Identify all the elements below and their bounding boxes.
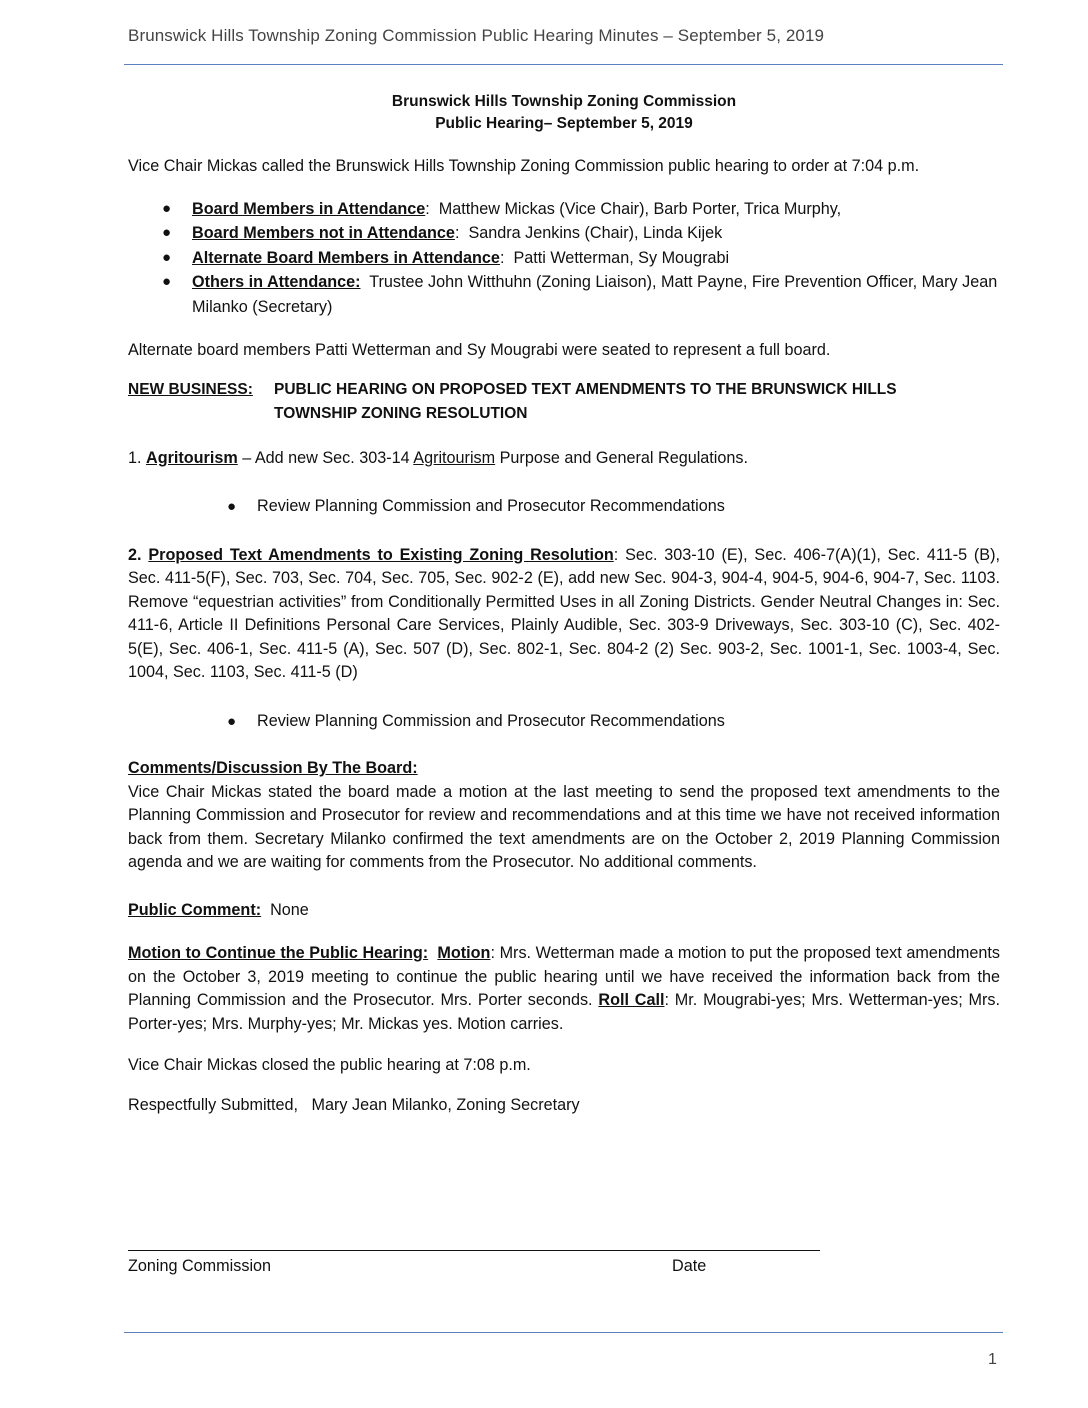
document-title — [128, 91, 1000, 135]
comments-text: Vice Chair Mickas stated the board made a motion at the last meeting to send the proposed text amendments to the Planning Commission and Prosecutor for review and recommendations and at this time we have not received information back from them. Secretary Milanko confirmed the text amendments are on the October 2, 2019 Planning Commission agenda and we are waiting for comments from the Prosecutor. No additional comments. — [128, 782, 1000, 871]
item-2 — [128, 544, 1000, 685]
bullet-icon: ● — [162, 273, 172, 290]
new-business-line-1: PUBLIC HEARING ON PROPOSED TEXT AMENDMENTS TO THE BRUNSWICK HILLS — [274, 380, 897, 398]
bullet-icon: ● — [227, 498, 237, 515]
page-number: 1 — [988, 1351, 997, 1368]
item-1-mid: – Add new Sec. 303-14 — [237, 448, 414, 467]
attendance-label: Board Members not in Attendance — [192, 224, 455, 242]
roll-call-label: Roll Call — [598, 991, 665, 1009]
item-1-rest: Purpose and General Regulations. — [495, 448, 748, 467]
attendance-text: Patti Wetterman, Sy Mougrabi — [513, 248, 730, 267]
motion-heading: Motion to Continue the Public Hearing: — [128, 944, 429, 962]
item-1-bullet — [128, 495, 1000, 519]
attendance-item — [128, 246, 1000, 271]
signature-label-commission: Zoning Commission — [128, 1257, 272, 1275]
attendance-item — [128, 197, 1000, 222]
title-line-1: Brunswick Hills Township Zoning Commission — [391, 93, 737, 110]
bullet-icon: ● — [162, 248, 172, 266]
item-2-bullet-text: Review Planning Commission and Prosecutor Recommendations — [257, 711, 725, 730]
item-1 — [128, 447, 1000, 471]
item-2-rest: : Sec. 303-10 (E), Sec. 406-7(A)(1), Sec. 411-5 (B), Sec. 411-5(F), Sec. 703, Sec. 704, Sec. 705, Sec. 902-2 (E), add new Sec. 904-3, 904-4, 904-5, 904-6, 904-7, Sec. 1103. Remove “equestrian activities” from Conditionally Permitted Uses in all Zoning Districts. Gender Neutral Changes in: Sec. 411-6, Article II Definitions Personal Care Services, Plainly Audible, Sec. 303-9 Driveways, Sec. 303-10 (C), Sec. 402-5(E), Sec. 406-1, Sec. 411-5 (A), Sec. 507 (D), Sec. 802-1, Sec. 804-2 (2) Sec. 903-2, Sec. 1001-1, Sec. 1003-4, Sec. 1004, Sec. 1103, Sec. 411-5 (D) — [128, 545, 1000, 681]
comments-heading: Comments/Discussion By The Board: — [128, 759, 418, 777]
bullet-icon: ● — [162, 199, 172, 217]
item-1-number: 1. — [128, 448, 142, 467]
new-business-subject — [274, 378, 1000, 426]
bullet-icon: ● — [227, 712, 237, 730]
item-2-number: 2. — [128, 545, 142, 564]
attendance-text: Trustee John Witthuhn (Zoning Liaison), Matt Payne, Fire Prevention Officer, Mary Jean Milanko (Secretary) — [192, 273, 998, 316]
submitted-by: Respectfully Submitted, Mary Jean Milanko, Zoning Secretary — [128, 1095, 580, 1114]
opening-paragraph: Vice Chair Mickas called the Brunswick Hills Township Zoning Commission public hearing to order at 7:04 p.m. — [128, 157, 920, 175]
seated-note: Alternate board members Patti Wetterman and Sy Mougrabi were seated to represent a full board. — [128, 341, 831, 359]
signature-line — [128, 1250, 820, 1251]
public-comment-heading: Public Comment: — [128, 900, 262, 919]
new-business-heading — [128, 378, 1000, 426]
public-comment — [128, 899, 1000, 923]
attendance-sep: : — [425, 199, 439, 218]
attendance-label: Others in Attendance: — [192, 273, 361, 291]
roll-call-text: : Mr. Mougrabi-yes; Mrs. Wetterman-yes; Mrs. Porter-yes; Mrs. Murphy-yes; Mr. Mickas yes. Motion carries. — [128, 991, 1001, 1033]
motion-paragraph — [128, 942, 1000, 1036]
item-2-term: Proposed Text Amendments to Existing Zoning Resolution — [148, 545, 614, 564]
bullet-icon: ● — [162, 224, 172, 241]
attendance-sep: : — [499, 248, 514, 267]
new-business-label: NEW BUSINESS: — [128, 380, 253, 398]
attendance-label: Alternate Board Members in Attendance — [192, 248, 500, 267]
attendance-sep — [361, 273, 370, 291]
motion-text: : Mrs. Wetterman made a motion to put the proposed text amendments on the October 3, 2019 meeting to continue the public hearing until we have received the information back from the Planning Commission and the Prosecutor. Mrs. Porter seconds. — [128, 944, 1000, 1009]
attendance-label: Board Members in Attendance — [192, 199, 426, 218]
item-1-term: Agritourism — [146, 448, 238, 467]
running-header: Brunswick Hills Township Zoning Commission Public Hearing Minutes – September 5, 2019 — [128, 26, 825, 45]
attendance-item — [128, 221, 1000, 246]
public-comment-text: None — [261, 900, 309, 919]
attendance-sep: : — [454, 224, 469, 242]
title-line-2: Public Hearing– September 5, 2019 — [435, 115, 693, 132]
header-rule — [124, 64, 1003, 65]
item-1-bullet-text: Review Planning Commission and Prosecutor Recommendations — [257, 497, 725, 515]
closing-paragraph: Vice Chair Mickas closed the public hearing at 7:08 p.m. — [128, 1056, 531, 1074]
document-body — [128, 90, 1000, 1117]
signature-label-date: Date — [672, 1257, 707, 1275]
attendance-list — [128, 197, 1000, 320]
motion-label: Motion — [437, 944, 491, 962]
comments-section — [128, 757, 1000, 875]
attendance-item — [128, 270, 1000, 319]
item-2-bullet — [128, 710, 1000, 734]
new-business-line-2: TOWNSHIP ZONING RESOLUTION — [274, 404, 528, 422]
item-1-term-2: Agritourism — [413, 448, 496, 467]
attendance-text: Matthew Mickas (Vice Chair), Barb Porter, Trica Murphy, — [438, 199, 842, 218]
footer-rule — [124, 1332, 1003, 1333]
attendance-text: Sandra Jenkins (Chair), Linda Kijek — [468, 224, 723, 242]
